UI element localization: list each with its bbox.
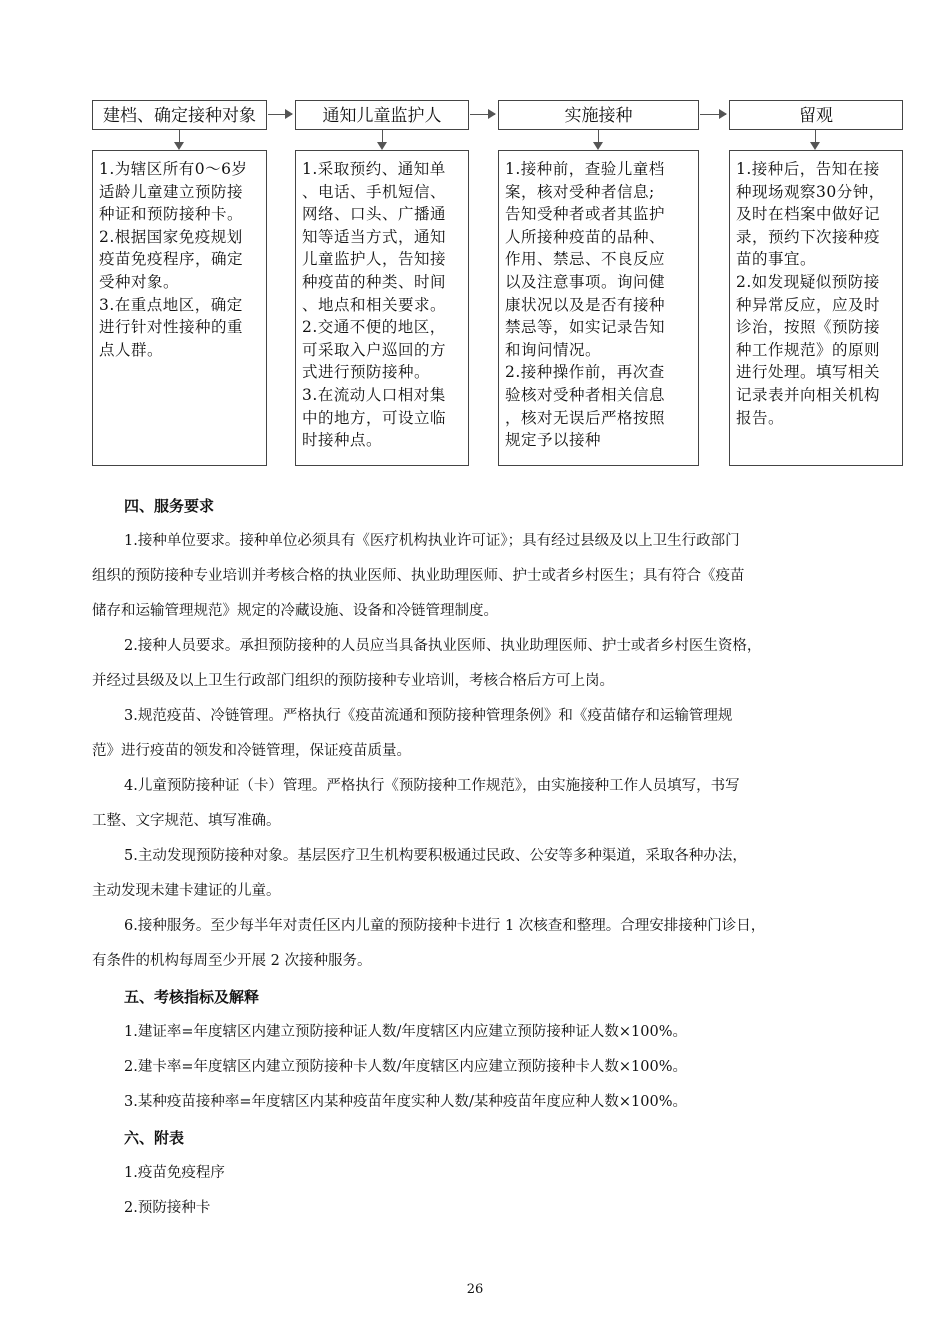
detail-line: 2.接种操作前，再次查 bbox=[505, 363, 665, 382]
paragraph-line: 5.主动发现预防接种对象。基层医疗卫生机构要积极通过民政、公安等多种渠道，采取各种办法， bbox=[124, 848, 747, 864]
detail-line: 康状况以及是否有接种 bbox=[505, 295, 666, 314]
paragraph bbox=[92, 839, 872, 909]
detail-line: 点人群。 bbox=[99, 340, 164, 359]
detail-line: 诊治，按照《预防接 bbox=[736, 318, 881, 337]
paragraph-line: 4.儿童预防接种证（卡）管理。严格执行《预防接种工作规范》，由实施接种工作人员填写，书写 bbox=[124, 778, 740, 794]
detail-line: 种现场观察30分钟， bbox=[736, 182, 885, 201]
paragraph-line: 有条件的机构每周至少开展 2 次接种服务。 bbox=[92, 953, 372, 969]
flow-step-2-header: 通知儿童监护人 bbox=[295, 100, 469, 130]
detail-line: 时接种点。 bbox=[302, 431, 383, 450]
detail-line: 受种对象。 bbox=[99, 272, 180, 291]
paragraph-line: 2.接种人员要求。承担预防接种的人员应当具备执业医师、执业助理医师、护士或者乡村医生资格， bbox=[124, 638, 762, 654]
detail-line: 中的地方，可设立临 bbox=[302, 408, 447, 427]
detail-line: 录，预约下次接种疫 bbox=[736, 227, 881, 246]
document-body bbox=[92, 488, 872, 1226]
page-number: 26 bbox=[466, 1282, 484, 1297]
paragraph-line: 主动发现未建卡建证的儿童。 bbox=[92, 883, 281, 899]
flow-step-2-details bbox=[295, 150, 469, 466]
appendix-item: 2.预防接种卡 bbox=[124, 1200, 211, 1216]
detail-line: 儿童监护人，告知接 bbox=[302, 250, 447, 269]
detail-line: 3.在重点地区，确定 bbox=[99, 295, 243, 314]
flow-arrow-right-2 bbox=[470, 114, 495, 115]
detail-line: 1.接种后，告知在接 bbox=[736, 160, 880, 178]
detail-line: 网络、口头、广播通 bbox=[302, 205, 447, 224]
indicator-item: 1.建证率=年度辖区内建立预防接种证人数/年度辖区内应建立预防接种证人数×100%。 bbox=[124, 1024, 687, 1040]
flow-arrow-down-4 bbox=[815, 130, 816, 142]
detail-line: 及时在档案中做好记 bbox=[736, 205, 881, 224]
appendix-item: 1.疫苗免疫程序 bbox=[124, 1165, 225, 1181]
detail-line: 人所接种疫苗的品种、 bbox=[505, 227, 666, 246]
detail-line: 种异常反应，应及时 bbox=[736, 295, 881, 314]
detail-line: 2.根据国家免疫规划 bbox=[99, 227, 243, 246]
paragraph-line: 储存和运输管理规范》规定的冷藏设施、设备和冷链管理制度。 bbox=[92, 603, 498, 619]
paragraph bbox=[92, 909, 872, 979]
paragraph-line: 1.接种单位要求。接种单位必须具有《医疗机构执业许可证》；具有经过县级及以上卫生行政部门 bbox=[124, 533, 740, 549]
detail-line: 种证和预防接种卡。 bbox=[99, 205, 244, 224]
paragraph-line: 范》进行疫苗的领发和冷链管理，保证疫苗质量。 bbox=[92, 743, 411, 759]
detail-line: 进行针对性接种的重 bbox=[99, 318, 244, 337]
flow-step-4-details bbox=[729, 150, 903, 466]
flow-arrow-down-3 bbox=[598, 130, 599, 142]
paragraph-line: 6.接种服务。至少每半年对责任区内儿童的预防接种卡进行 1 次核查和整理。合理安排接种门诊日， bbox=[124, 918, 766, 934]
flow-arrow-right-1 bbox=[268, 114, 292, 115]
detail-line: 2.如发现疑似预防接 bbox=[736, 272, 880, 291]
paragraph-line: 3.规范疫苗、冷链管理。严格执行《疫苗流通和预防接种管理条例》和《疫苗储存和运输管理规 bbox=[124, 708, 733, 724]
detail-line: 种工作规范》的原则 bbox=[736, 340, 881, 359]
paragraph bbox=[92, 524, 872, 629]
paragraph bbox=[92, 699, 872, 769]
flow-step-1-details bbox=[92, 150, 267, 466]
indicator-item: 2.建卡率=年度辖区内建立预防接种卡人数/年度辖区内应建立预防接种卡人数×100%。 bbox=[124, 1059, 687, 1075]
detail-line: 进行处理。填写相关 bbox=[736, 363, 881, 382]
flow-step-3-header: 实施接种 bbox=[498, 100, 699, 130]
paragraph bbox=[92, 629, 872, 699]
detail-line: 以及注意事项。询问健 bbox=[505, 272, 666, 291]
detail-line: 疫苗免疫程序，确定 bbox=[99, 250, 244, 269]
flow-step-4-header: 留观 bbox=[729, 100, 903, 130]
detail-line: 1.为辖区所有0～6岁 bbox=[99, 160, 248, 178]
detail-line: 式进行预防接种。 bbox=[302, 363, 431, 382]
detail-line: 禁忌等，如实记录告知 bbox=[505, 318, 666, 337]
detail-line: 规定予以接种 bbox=[505, 431, 602, 450]
detail-line: 和询问情况。 bbox=[505, 340, 602, 359]
detail-line: 3.在流动人口相对集 bbox=[302, 385, 446, 404]
detail-line: 适龄儿童建立预防接 bbox=[99, 182, 244, 201]
flow-step-1-header: 建档、确定接种对象 bbox=[92, 100, 267, 130]
detail-line: 、地点和相关要求。 bbox=[302, 295, 447, 314]
detail-line: 记录表并向相关机构 bbox=[736, 385, 881, 404]
indicator-item: 3.某种疫苗接种率=年度辖区内某种疫苗年度实种人数/某种疫苗年度应种人数×100%。 bbox=[124, 1094, 687, 1110]
detail-line: 、电话、手机短信、 bbox=[302, 182, 447, 201]
flow-arrow-down-1 bbox=[179, 130, 180, 142]
detail-line: 2.交通不便的地区， bbox=[302, 318, 446, 337]
paragraph-line: 工整、文字规范、填写准确。 bbox=[92, 813, 281, 829]
section-heading-appendix: 六、附表 bbox=[124, 1129, 185, 1147]
detail-line: 1.接种前，查验儿童档 bbox=[505, 160, 665, 178]
flowchart bbox=[0, 0, 950, 480]
detail-line: 告知受种者或者其监护 bbox=[505, 205, 666, 224]
paragraph-line: 组织的预防接种专业培训并考核合格的执业医师、执业助理医师、护士或者乡村医生；具有符合《疫苗 bbox=[92, 568, 745, 584]
flow-arrow-right-3 bbox=[700, 114, 726, 115]
detail-line: 种疫苗的种类、时间 bbox=[302, 272, 447, 291]
detail-line: 可采取入户巡回的方 bbox=[302, 340, 447, 359]
section-heading-assessment-indicators: 五、考核指标及解释 bbox=[124, 988, 260, 1006]
detail-line: 苗的事宜。 bbox=[736, 250, 817, 269]
detail-line: 1.采取预约、通知单 bbox=[302, 160, 446, 178]
paragraph-line: 并经过县级及以上卫生行政部门组织的预防接种专业培训，考核合格后方可上岗。 bbox=[92, 673, 614, 689]
section-heading-service-requirements: 四、服务要求 bbox=[124, 497, 215, 515]
detail-line: 案，核对受种者信息; bbox=[505, 182, 655, 201]
detail-line: 验核对受种者相关信息 bbox=[505, 385, 666, 404]
detail-line: 知等适当方式，通知 bbox=[302, 227, 447, 246]
flow-step-3-details bbox=[498, 150, 699, 466]
flow-arrow-down-2 bbox=[382, 130, 383, 142]
paragraph bbox=[92, 769, 872, 839]
detail-line: 报告。 bbox=[736, 408, 785, 427]
detail-line: ，核对无误后严格按照 bbox=[505, 408, 666, 427]
detail-line: 作用、禁忌、不良反应 bbox=[505, 250, 666, 269]
